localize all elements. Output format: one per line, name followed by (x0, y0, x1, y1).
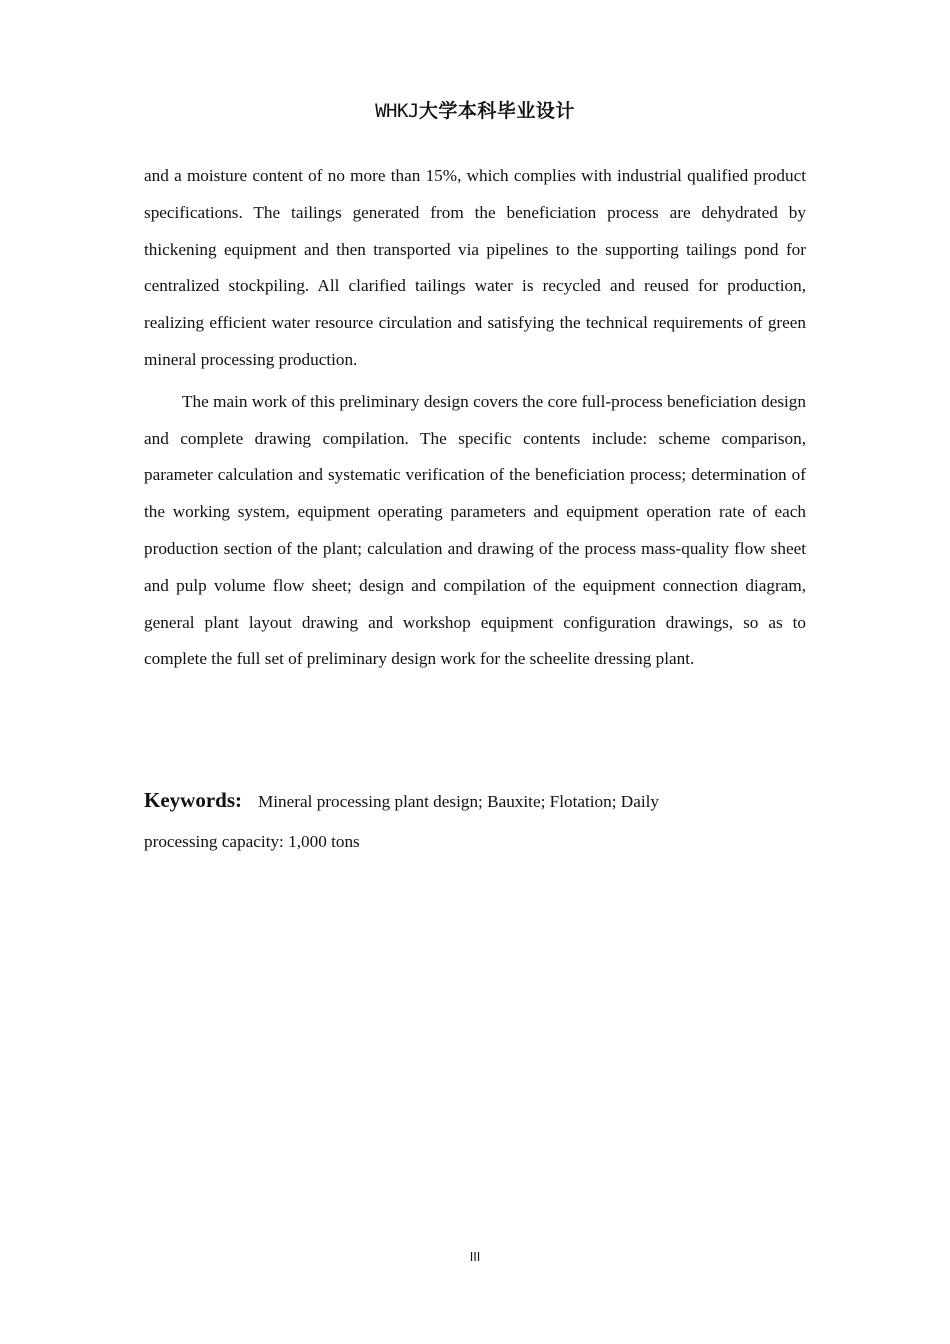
keywords-section (144, 780, 744, 862)
abstract-paragraph-1: and a moisture content of no more than 15%, which complies with industrial qualified product specifications. The tailings generated from the beneficiation process are dehydrated by thickening equipment and then transported via pipelines to the supporting tailings pond for centralized stockpiling. All clarified tailings water is recycled and reused for production, realizing efficient water resource circulation and satisfying the technical requirements of green mineral processing production. (144, 166, 806, 369)
abstract-paragraph-2: The main work of this preliminary design covers the core full-process beneficiation design and complete drawing compilation. The specific contents include: scheme comparison, parameter calculation and systematic verification of the beneficiation process; determination of the working system, equipment operating parameters and equipment operation rate of each production section of the plant; calculation and drawing of the process mass-quality flow sheet and pulp volume flow sheet; design and compilation of the equipment connection diagram, general plant layout drawing and workshop equipment configuration drawings, so as to complete the full set of preliminary design work for the scheelite dressing plant. (144, 391, 806, 669)
header-university-code: WHKJ (375, 100, 419, 122)
keywords-line-1 (144, 780, 744, 822)
page-header (0, 96, 950, 123)
keywords-label: Keywords: (144, 788, 242, 812)
page-number: III (469, 1250, 481, 1264)
keywords-line-2: processing capacity: 1,000 tons (144, 832, 360, 851)
abstract-body (144, 158, 806, 678)
keywords-text-1: Mineral processing plant design; Bauxite; Flotation; Daily (258, 792, 659, 811)
header-thesis-title: 大学本科毕业设计 (418, 100, 575, 122)
